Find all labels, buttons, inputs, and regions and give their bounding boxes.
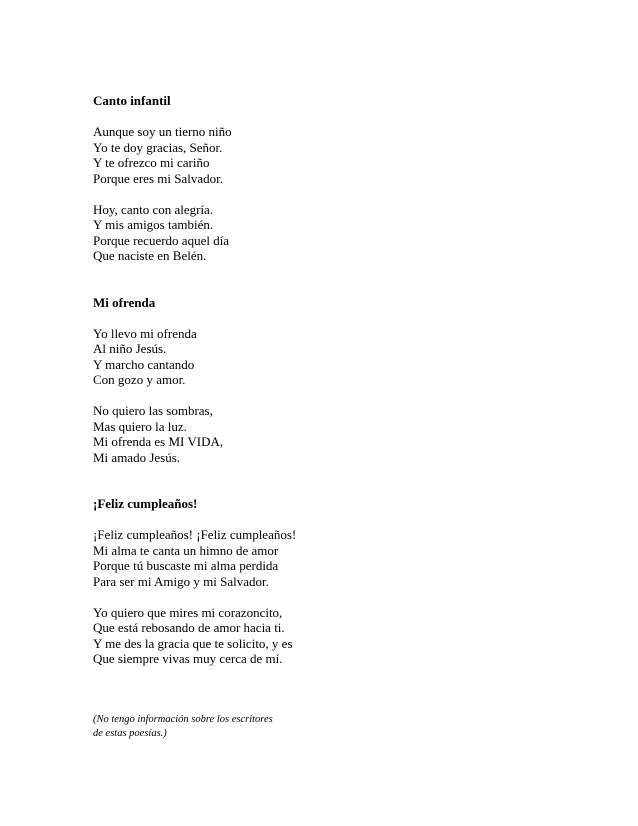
poem-line: Porque eres mi Salvador. <box>93 170 223 186</box>
poem-line: Mi alma te canta un himno de amor <box>93 542 279 558</box>
poem-line: ¡Feliz cumpleaños! ¡Feliz cumpleaños! <box>93 527 297 542</box>
stanza <box>93 124 553 186</box>
poem-line: Mas quiero la luz. <box>93 418 187 434</box>
poem-line: Yo quiero que mires mi corazoncito, <box>93 604 283 620</box>
poem-title: Canto infantil <box>93 93 171 108</box>
poem-line: Y mis amigos también. <box>93 217 214 232</box>
poem-line: Y marcho cantando <box>93 356 195 372</box>
poem-line: Que está rebosando de amor hacia ti. <box>93 620 285 635</box>
poem-line: Yo te doy gracias, Señor. <box>93 139 223 155</box>
note-line: (No tengo información sobre los escritores <box>93 714 273 725</box>
poem-line: Aunque soy un tierno niño <box>93 124 232 139</box>
poem-line: Con gozo y amor. <box>93 372 186 387</box>
poem-line: Porque recuerdo aquel día <box>93 232 230 248</box>
stanza <box>93 605 553 667</box>
poem-line: Al niño Jesús. <box>93 341 167 356</box>
poem-title: Mi ofrenda <box>93 294 156 310</box>
stanza <box>93 403 553 465</box>
poem-line: Y te ofrezco mi cariño <box>93 155 210 170</box>
poem-line: Que siempre vivas muy cerca de mí. <box>93 651 283 666</box>
spacer <box>93 481 553 497</box>
spacer <box>93 279 553 295</box>
page-content <box>93 93 553 740</box>
stanza <box>93 326 553 388</box>
poem-line: Que naciste en Belén. <box>93 248 207 263</box>
poem-line: Para ser mi Amigo y mi Salvador. <box>93 573 269 589</box>
poem-line: Yo llevo mi ofrenda <box>93 325 197 341</box>
spacer <box>93 682 553 698</box>
poem-title: ¡Feliz cumpleaños! <box>93 496 198 511</box>
poem-line: Y me des la gracia que te solicito, y es <box>93 635 293 651</box>
poem-mi-ofrenda <box>93 295 553 466</box>
poem-line: Mi ofrenda es MI VIDA, <box>93 434 224 449</box>
author-note <box>93 713 553 740</box>
poem-line: Porque tú buscaste mi alma perdida <box>93 558 279 573</box>
stanza <box>93 202 553 264</box>
poem-feliz-cumpleanos <box>93 496 553 667</box>
poem-line: No quiero las sombras, <box>93 403 213 418</box>
note-line: de estas poesías.) <box>93 727 167 739</box>
stanza <box>93 527 553 589</box>
poem-line: Hoy, canto con alegría. <box>93 201 214 217</box>
poem-line: Mi amado Jesús. <box>93 449 181 465</box>
poem-canto-infantil <box>93 93 553 264</box>
